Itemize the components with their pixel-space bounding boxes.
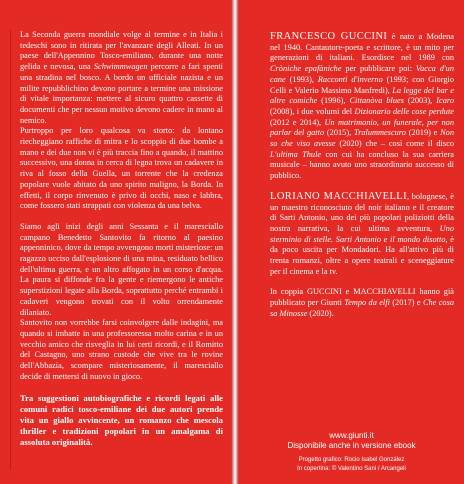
bio-macchiavelli: LORIANO MACCHIAVELLI, bolognese, è un maestro riconosciuto del noir italiano e il creatore di Sarti Antonio, uno dei più popolari poliziotti della nostra narrativa, la cui ultima avventura, Uno sterminio di stelle. Sarti Antonio e il mondo disotto, è da poco uscita per Mondadori. Ha all'attivo più di trenta romanzi, oltre a opere teatrali e sceneggiature per il cinema e la tv.	[270, 190, 454, 276]
author-name-guccini: FRANCESCO GUCCINI	[270, 31, 388, 42]
website-link[interactable]: www.giunti.it	[329, 431, 374, 440]
synopsis-paragraph-3: Siamo agli inizi degli anni Sessanta e il maresciallo campano Benedetto Santovito fa ritorno al paesino appenninico, dove da tempo avvengono morti misteriose: un ragazzo ucciso dall'esplosione di una mina, residuato bellico dell'ultima guerra, e un altro affogato in un corso d'acqua. La paura si diffonde fra la gente e riemergono le antiche superstizioni legate alla Borda, soprattutto perché entrambi i cadaveri vengono trovati con il volto orrendamente dilaniato.	[20, 221, 223, 317]
author-name-macchiavelli: LORIANO MACCHIAVELLI	[270, 190, 407, 202]
synopsis-paragraph-4: Santovito non vorrebbe farsi coinvolgere dalle indagini, ma quando si imbatte in una professoressa molto carina e in un vecchio amico che risveglia in lui certi ricordi, e il Romitto del Castagno, uno strano custode che vive tra le rovine dell'Abbazia, scompare misteriosamente, il maresciallo decide di mettersi di nuovo in gioco.	[20, 318, 223, 381]
synopsis-paragraph-1: La Seconda guerra mondiale volge al termine e in Italia i tedeschi sono in ritirata per l'avanzare degli Alleati. In un paese dell'Appennino Tosco-emiliano, durante una notte gelida e nevosa, una Schwimmwagen percorre a fari spenti una stradina nel bosco. A bordo un ufficiale nazista e un milite repubblichino devono portare a termine una missione di vitale importanza: mettere al sicuro quattro cassette di documenti che per nessun motivo devono cadere in mano al nemico.	[20, 30, 224, 125]
left-flap	[0, 0, 231, 484]
bio-couple: In coppia GUCCINI e MACCHIAVELLI hanno già pubblicato per Giunti Tempo da elfi (2017) e Che cosa sa Minosse (2020).	[270, 287, 455, 318]
book-gutter	[231, 0, 239, 484]
publisher-footer	[239, 431, 464, 451]
synopsis-tagline: Tra suggestioni autobiografiche e ricordi legati alle comuni radici tosco-emiliane dei due autori prende vita un giallo avvincente, un romanzo che mescola thriller e tradizioni popolari in un amalgama di assoluta originalità.	[20, 392, 223, 447]
fold-line	[10, 30, 11, 470]
ebook-note: Disponibile anche in versione ebook	[287, 441, 416, 450]
credits	[239, 456, 464, 474]
bio-guccini: FRANCESCO GUCCINI è nato a Modena nel 1940. Cantautore-poeta e scrittore, è un mito per generazioni di italiani. Esordisce nel 1989 con Cròniche epafàniche per pubblicare poi: Vacca d'un cane (1993), Racconti d'inverno (1993; con Giorgio Celli e Valerio Massimo Manfredi), La legge del bar e altre comiche (1996), Cittanòva blues (2003), Icaro (2008), i due volumi del Dizionario delle cose perdute (2012 e 2014), Un matrimonio, un funerale, per non parlar del gatto (2015), Tralummescuro (2019) e Non so che viso avesse (2020) che – così come il disco L'ultima Thule con cui ha concluso la sua carriera musicale – hanno avuto uno straordinario successo di pubblico.	[270, 31, 455, 181]
synopsis-paragraph-2: Purtroppo per loro qualcosa va storto: da lontano riecheggiano raffiche di mitra e lo scoppio di due bombe a mano e dei due non vi è più traccia fino a quando, il mattino successivo, una donna in cerca di legna trova un cadavere in riva al fosso della Guella, un torrente che la credenza popolare vuole abitato da uno spirito maligno, la Borda. In effetti, il corpo rinvenuto è privo di occhi, naso e labbra, come fossero stati strappati con violenza da una belva.	[20, 126, 223, 211]
design-credit: Progetto grafico: Rocio Isabel González	[298, 457, 405, 463]
right-flap	[239, 0, 464, 484]
cover-credit: In copertina: © Valentino Sani / Arcangeli	[297, 466, 406, 472]
